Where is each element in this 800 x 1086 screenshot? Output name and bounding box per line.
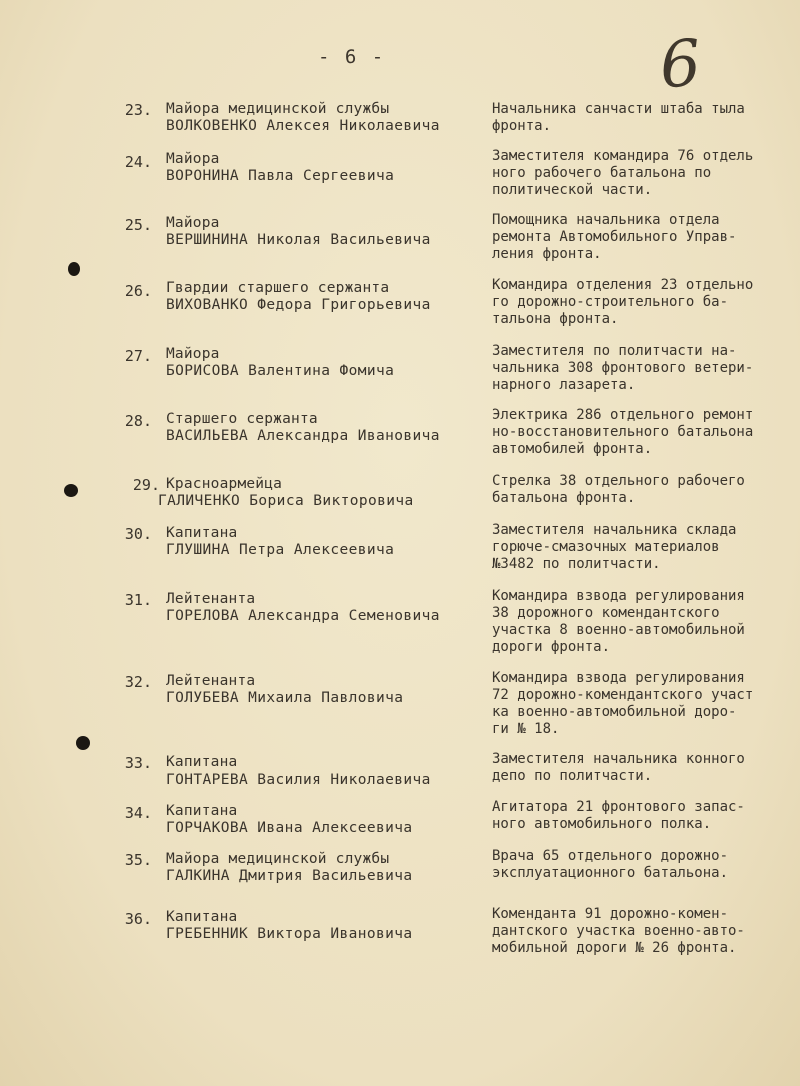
entry-rank: Лейтенанта: [166, 591, 256, 607]
entry-number: 23.: [124, 101, 152, 119]
entry-rank: Старшего сержанта: [166, 411, 318, 427]
punch-hole: [64, 484, 78, 497]
entry-rank: Майора: [166, 346, 220, 362]
punch-hole: [68, 262, 80, 276]
entry-position: Стрелка 38 отдельного рабочего батальона фронта.: [492, 473, 745, 506]
entry-position: Заместителя начальника склада горюче-смазочных материалов №3482 по политчасти.: [492, 522, 737, 572]
page-number: - 6 -: [318, 46, 386, 68]
entry-position: Заместителя командира 76 отдель ного рабочего батальона по политической части.: [492, 148, 754, 198]
entry-name: ГАЛИЧЕНКО Бориса Викторовича: [158, 493, 414, 509]
entry-position: Коменданта 91 дорожно-комен- дантского участка военно-авто- мобильной дороги № 26 фронта.: [492, 906, 745, 956]
entry-rank: Майора: [166, 215, 220, 231]
punch-hole: [76, 736, 90, 750]
entry-name: ВАСИЛЬЕВА Александра Ивановича: [166, 428, 440, 444]
entry-rank: Капитана: [166, 754, 238, 770]
entry-rank: Майора медицинской службы: [166, 851, 390, 867]
entry-name: ВИХОВАНКО Федора Григорьевича: [166, 297, 431, 313]
entry-name: ГОЛУБЕВА Михаила Павловича: [166, 690, 404, 706]
entry-position: Заместителя начальника конного депо по политчасти.: [492, 751, 745, 784]
entry-name: ГРЕБЕННИК Виктора Ивановича: [166, 926, 413, 942]
entry-rank: Майора: [166, 151, 220, 167]
entry-position: Начальника санчасти штаба тыла фронта.: [492, 101, 745, 134]
entry-name: ГЛУШИНА Петра Алексеевича: [166, 542, 395, 558]
entry-number: 33.: [124, 754, 152, 772]
entry-name: ВЕРШИНИНА Николая Васильевича: [166, 232, 431, 248]
entry-number: 24.: [124, 153, 152, 171]
entry-number: 27.: [124, 347, 152, 365]
entry-number: 25.: [124, 216, 152, 234]
entry-rank: Капитана: [166, 803, 238, 819]
entry-number: 32.: [124, 673, 152, 691]
entry-number: 29.: [132, 476, 160, 494]
entry-position: Электрика 286 отдельного ремонт но-восстановительного батальона автомобилей фронта.: [492, 407, 754, 457]
entry-rank: Капитана: [166, 909, 238, 925]
entry-number: 30.: [124, 525, 152, 543]
entry-position: Командира взвода регулирования 72 дорожно-комендантского участ ка военно-автомобильной доро- ги № 18.: [492, 670, 754, 737]
handwritten-page-number: 6: [657, 26, 704, 104]
entry-position: Врача 65 отдельного дорожно- эксплуатационного батальона.: [492, 848, 729, 881]
entry-name: ВОРОНИНА Павла Сергеевича: [166, 168, 395, 184]
entry-rank: Лейтенанта: [166, 673, 256, 689]
entry-number: 28.: [124, 412, 152, 430]
entry-position: Командира отделения 23 отдельно го дорожно-строительного ба- тальона фронта.: [492, 277, 754, 327]
entry-name: ГОНТАРЕВА Василия Николаевича: [166, 772, 431, 788]
entry-position: Агитатора 21 фронтового запас- ного автомобильного полка.: [492, 799, 745, 832]
entry-name: ГАЛКИНА Дмитрия Васильевича: [166, 868, 413, 884]
entry-position: Помощника начальника отдела ремонта Автомобильного Управ- ления фронта.: [492, 212, 737, 262]
entry-name: БОРИСОВА Валентина Фомича: [166, 363, 395, 379]
entry-name: ГОРЧАКОВА Ивана Алексеевича: [166, 820, 413, 836]
entry-number: 34.: [124, 804, 152, 822]
entry-name: ВОЛКОВЕНКО Алексея Николаевича: [166, 118, 440, 134]
entry-rank: Майора медицинской службы: [166, 101, 390, 117]
entry-position: Заместителя по политчасти на- чальника 308 фронтового ветери- нарного лазарета.: [492, 343, 754, 393]
entry-rank: Гвардии старшего сержанта: [166, 280, 390, 296]
entry-number: 36.: [124, 910, 152, 928]
entry-name: ГОРЕЛОВА Александра Семеновича: [166, 608, 440, 624]
entry-number: 26.: [124, 282, 152, 300]
entry-number: 35.: [124, 851, 152, 869]
entry-rank: Капитана: [166, 525, 238, 541]
entry-rank: Красноармейца: [166, 476, 283, 492]
entry-position: Командира взвода регулирования 38 дорожного комендантского участка 8 военно-автомобильной дороги фронта.: [492, 588, 745, 655]
entry-number: 31.: [124, 591, 152, 609]
